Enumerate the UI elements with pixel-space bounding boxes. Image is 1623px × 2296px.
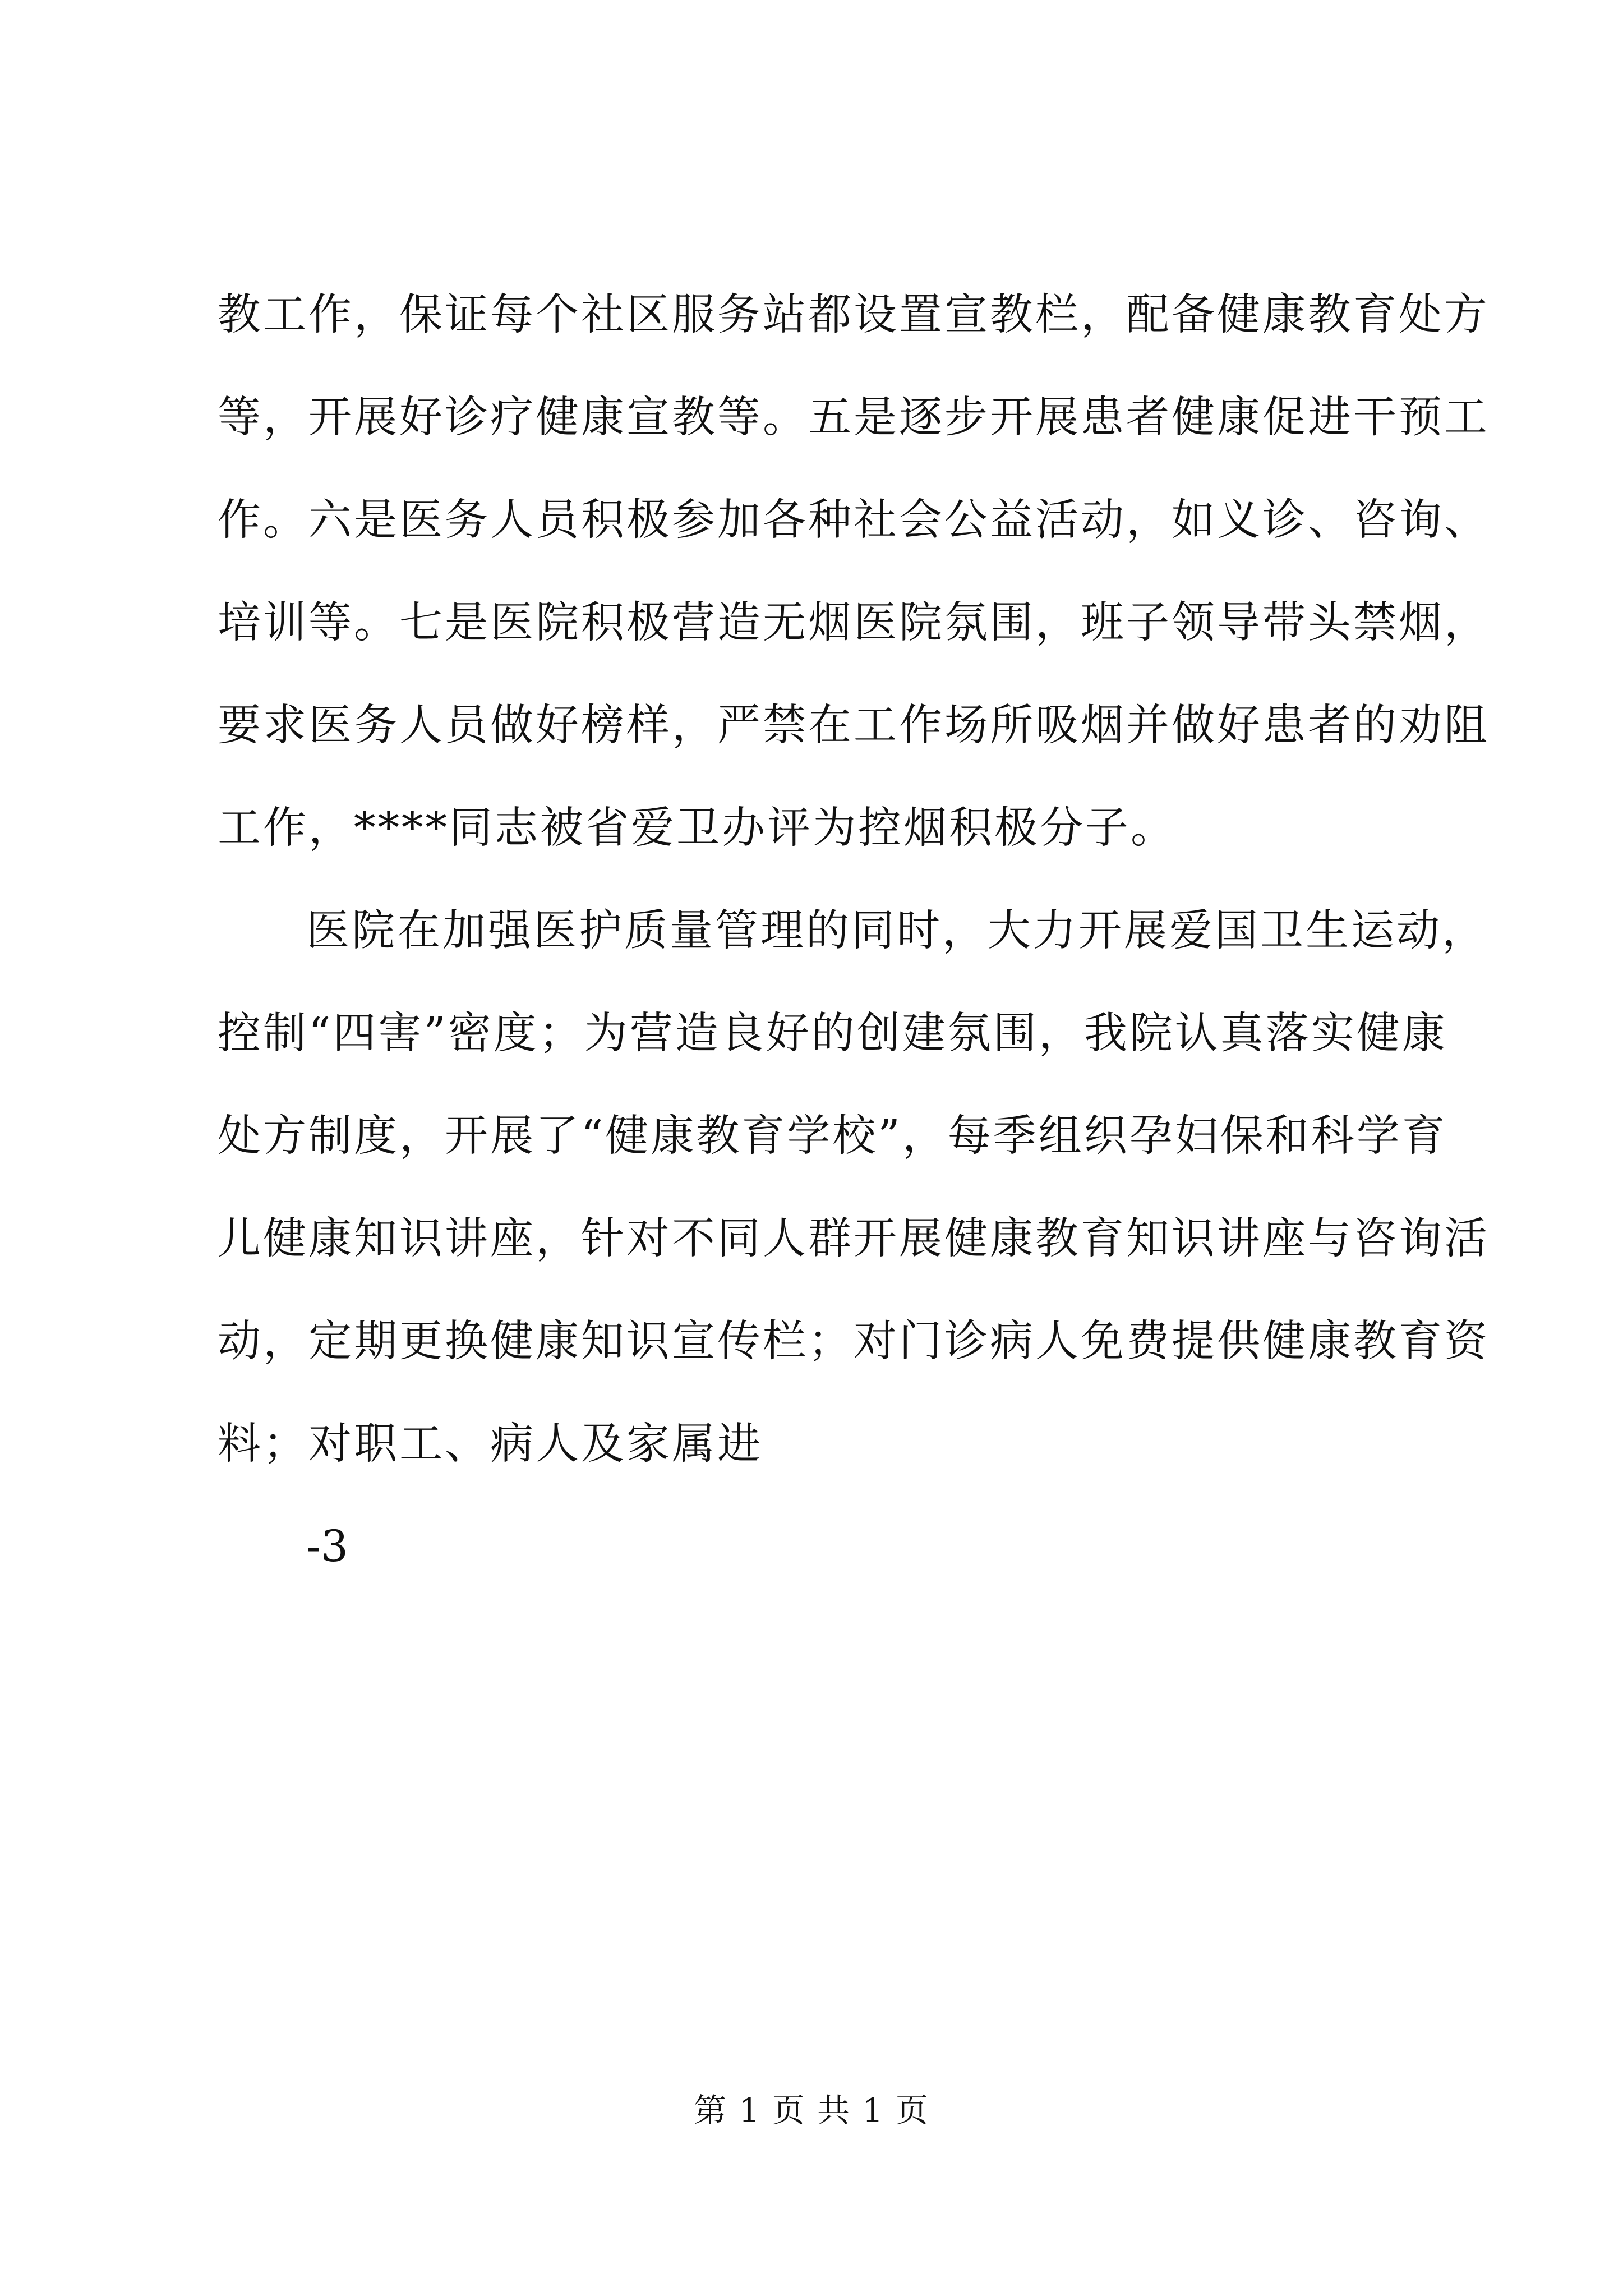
text-line: 动，定期更换健康知识宣传栏；对门诊病人免费提供健康教育资 — [218, 1317, 1490, 1366]
text-line: 工作，****同志被省爱卫办评为控烟积极分子。 — [218, 803, 1176, 853]
text-line: 等，开展好诊疗健康宣教等。五是逐步开展患者健康促进干预工 — [218, 393, 1490, 443]
text-line: 作。六是医务人员积极参加各种社会公益活动，如义诊、咨询、 — [218, 495, 1490, 545]
page-footer: 第 1 页 共 1 页 — [694, 2091, 929, 2129]
text-line: 培训等。七是医院积极营造无烟医院氛围，班子领导带头禁烟， — [218, 598, 1490, 648]
inline-page-mark: -3 — [306, 1522, 349, 1572]
text-line: 处方制度，开展了“健康教育学校”，每季组织孕妇保和科学育 — [218, 1111, 1447, 1161]
text-line: 要求医务人员做好榜样，严禁在工作场所吸烟并做好患者的劝阻 — [218, 701, 1490, 751]
text-line: 控制“四害”密度；为营造良好的创建氛围，我院认真落实健康 — [218, 1009, 1447, 1059]
document-body — [218, 264, 1490, 1598]
text-line: 教工作，保证每个社区服务站都设置宣教栏，配备健康教育处方 — [218, 290, 1490, 340]
text-line: 儿健康知识讲座，针对不同人群开展健康教育知识讲座与咨询活 — [218, 1214, 1490, 1264]
text-line: 料；对职工、病人及家属进 — [218, 1419, 763, 1469]
text-line: 医院在加强医护质量管理的同时，大力开展爱国卫生运动， — [306, 906, 1487, 956]
